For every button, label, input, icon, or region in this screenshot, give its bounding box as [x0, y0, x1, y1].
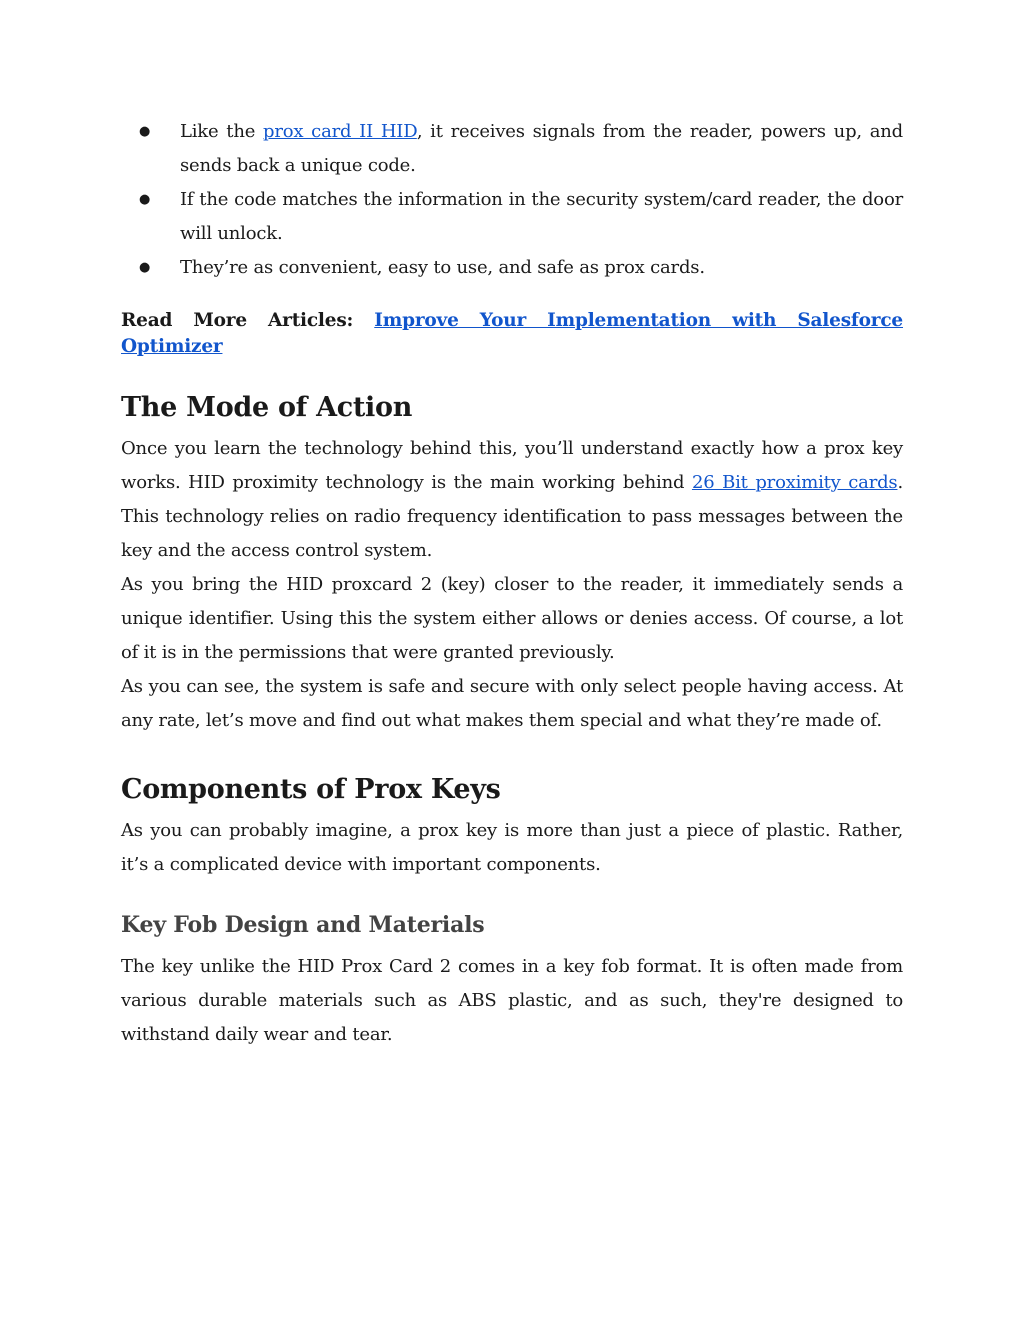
list-item — [121, 251, 903, 285]
document-page — [121, 115, 903, 1052]
list-item — [121, 115, 903, 183]
mode-paragraph-1 — [121, 432, 903, 568]
read-more-line — [121, 308, 903, 360]
bullet-icon: ● — [139, 192, 151, 207]
paragraph-text-before: Once you learn the technology behind this, you’ll understand exactly how a prox key works. HID proximity technology is the main working behind — [121, 438, 903, 493]
paragraph-text-after: . This technology relies on radio frequency identification to pass messages between the key and the access control system. — [121, 472, 903, 561]
prox-card-ii-hid-link[interactable]: prox card II HID — [263, 121, 417, 142]
key-fob-paragraph: The key unlike the HID Prox Card 2 comes in a key fob format. It is often made from various durable materials such as ABS plastic, and as such, they're designed to withstand daily wear and tear. — [121, 956, 903, 1045]
bullet-icon: ● — [139, 260, 151, 275]
bullet-icon: ● — [139, 124, 151, 139]
bullet-text: If the code matches the information in the security system/card reader, the door will unlock. — [180, 189, 903, 244]
read-more-label: Read More Articles: — [121, 310, 375, 331]
section-heading-components: Components of Prox Keys — [121, 774, 501, 805]
bullet-text: They’re as convenient, easy to use, and safe as prox cards. — [180, 257, 705, 278]
read-more-article-link[interactable]: Improve Your Implementation with Salesforce Optimizer — [121, 310, 903, 357]
subheading-key-fob-design: Key Fob Design and Materials — [121, 912, 485, 938]
26-bit-proximity-cards-link[interactable]: 26 Bit proximity cards — [691, 472, 898, 493]
bullet-list — [121, 115, 903, 285]
list-item — [121, 183, 903, 251]
bullet-text-after: , it receives signals from the reader, powers up, and sends back a unique code. — [180, 121, 903, 176]
mode-paragraph-2: As you bring the HID proxcard 2 (key) closer to the reader, it immediately sends a unique identifier. Using this the system either allows or denies access. Of course, a lot of it is in the permissions that were granted previously. — [121, 574, 903, 663]
mode-paragraph-3: As you can see, the system is safe and secure with only select people having access. At any rate, let’s move and find out what makes them special and what they’re made of. — [121, 676, 903, 731]
bullet-text-before: Like the — [180, 121, 264, 142]
section-heading-mode-of-action: The Mode of Action — [121, 392, 413, 423]
components-paragraph: As you can probably imagine, a prox key is more than just a piece of plastic. Rather, it’s a complicated device with important components. — [121, 820, 903, 875]
